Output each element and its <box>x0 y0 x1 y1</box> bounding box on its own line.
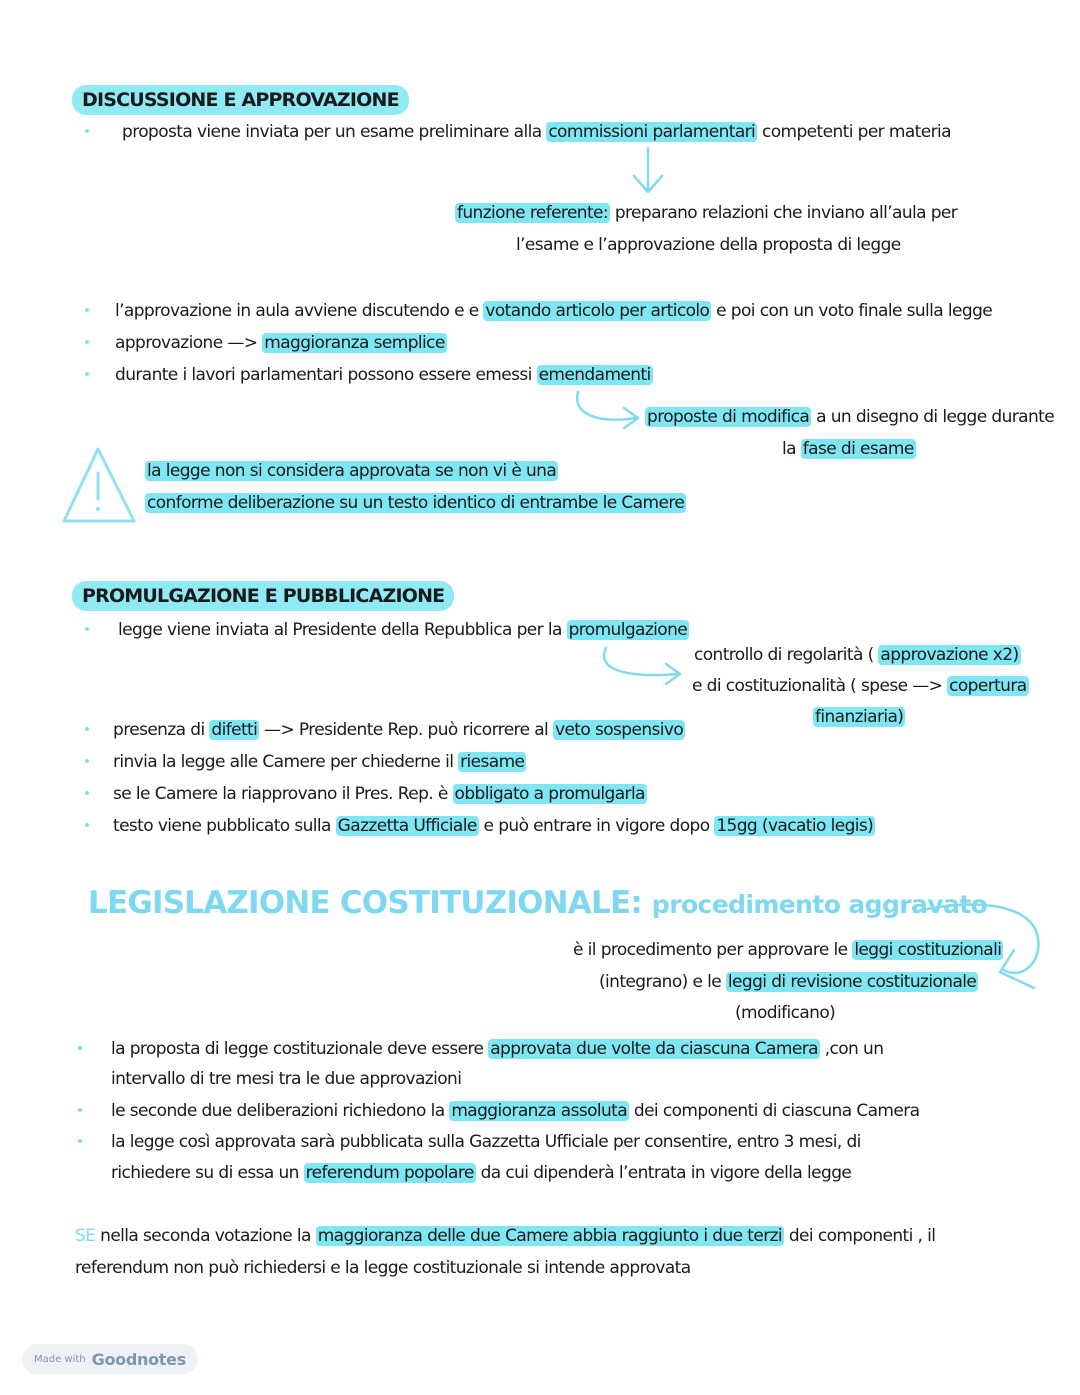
text-line: proposta viene inviata per un esame preliminare alla commissioni parlamentari competenti per materia <box>122 122 951 142</box>
text-line: richiedere su di essa un referendum popolare da cui dipenderà l’entrata in vigore della legge <box>111 1163 852 1183</box>
section-title-legislazione: LEGISLAZIONE COSTITUZIONALE: procedimento aggravato <box>88 885 988 921</box>
text-line: le seconde due deliberazioni richiedono la maggioranza assoluta dei componenti di ciascuna Camera <box>111 1101 920 1121</box>
text-line: intervallo di tre mesi tra le due approvazioni <box>111 1069 462 1089</box>
highlight: maggioranza semplice <box>264 333 445 353</box>
highlight: finanziaria) <box>815 707 904 727</box>
text-line: durante i lavori parlamentari possono essere emessi emendamenti <box>115 365 651 385</box>
highlight: obbligato a promulgarla <box>454 784 645 804</box>
text-line: legge viene inviata al Presidente della Repubblica per la promulgazione <box>118 620 688 640</box>
text-line: testo viene pubblicato sulla Gazzetta Ufficiale e può entrare in vigore dopo 15gg (vacatio legis) <box>113 816 874 836</box>
highlight: leggi costituzionali <box>854 940 1002 960</box>
curved-arrow-icon <box>596 644 686 690</box>
text-line: l’approvazione in aula avviene discutendo e e votando articolo per articolo e poi con un voto finale sulla legge <box>115 301 993 321</box>
highlight: leggi di revisione costituzionale <box>727 972 977 992</box>
text-line: se le Camere la riapprovano il Pres. Rep. è obbligato a promulgarla <box>113 784 645 804</box>
goodnotes-badge <box>22 1344 198 1374</box>
made-with-label: Made with <box>34 1353 86 1365</box>
brand-logo: Goodnotes <box>91 1349 186 1369</box>
bullet <box>85 340 89 344</box>
warning-icon <box>60 445 140 527</box>
text-line <box>813 705 905 729</box>
bullet <box>85 823 89 827</box>
bullet <box>85 759 89 763</box>
text-line: e di costituzionalità ( spese —> copertura <box>692 676 1027 696</box>
text-line: controllo di regolarità ( approvazione x2) <box>694 645 1019 665</box>
highlight: promulgazione <box>568 620 688 640</box>
text-line: SE nella seconda votazione la maggioranza delle due Camere abbia raggiunto i due terzi dei componenti , il <box>75 1226 936 1246</box>
highlight: emendamenti <box>538 365 651 385</box>
text-line: proposte di modifica a un disegno di legge durante <box>647 407 1055 427</box>
highlight: copertura <box>949 676 1027 696</box>
text-line: l’esame e l’approvazione della proposta di legge <box>516 235 901 255</box>
text-line: rinvia la legge alle Camere per chiederne il riesame <box>113 752 525 772</box>
highlight: maggioranza assoluta <box>451 1101 628 1121</box>
highlight: 15gg (vacatio legis) <box>716 816 874 836</box>
bullet <box>85 727 89 731</box>
text-line: la legge così approvata sarà pubblicata sulla Gazzetta Ufficiale per consentire, entro 3 mesi, di <box>111 1132 861 1152</box>
bullet <box>78 1139 82 1143</box>
text-line: referendum non può richiedersi e la legge costituzionale si intende approvata <box>75 1258 691 1278</box>
text-line: presenza di difetti —> Presidente Rep. può ricorrere al veto sospensivo <box>113 720 684 740</box>
down-arrow-icon <box>626 146 670 196</box>
curved-arrow-icon <box>570 388 650 436</box>
highlight: riesame <box>460 752 525 772</box>
highlight: maggioranza delle due Camere abbia raggiunto i due terzi <box>317 1226 783 1246</box>
highlight: la legge non si considera approvata se non vi è una <box>147 461 557 481</box>
highlight: commissioni parlamentari <box>548 122 756 142</box>
section-subtitle: procedimento aggravato <box>651 890 988 919</box>
highlight: fase di esame <box>802 439 914 459</box>
highlight: votando articolo per articolo <box>485 301 710 321</box>
section-heading-discussione: DISCUSSIONE E APPROVAZIONE <box>72 85 409 115</box>
se-label: SE <box>75 1226 96 1246</box>
highlight: veto sospensivo <box>554 720 684 740</box>
warning-text <box>145 491 686 515</box>
bullet <box>85 308 89 312</box>
text-line: (integrano) e le leggi di revisione costituzionale <box>599 972 977 992</box>
highlight: difetti <box>211 720 258 740</box>
warning-text <box>145 459 558 483</box>
highlight: conforme deliberazione su un testo identico di entrambe le Camere <box>147 493 685 513</box>
text-line: approvazione —> maggioranza semplice <box>115 333 445 353</box>
highlight: referendum popolare <box>305 1163 474 1183</box>
bullet <box>78 1108 82 1112</box>
text-line: funzione referente: preparano relazioni che inviano all’aula per <box>457 203 958 223</box>
highlight: approvata due volte da ciascuna Camera <box>490 1039 818 1059</box>
highlight: proposte di modifica <box>647 407 810 427</box>
bullet <box>85 791 89 795</box>
highlight: Gazzetta Ufficiale <box>337 816 477 836</box>
bullet <box>78 1046 82 1050</box>
highlight: funzione referente: <box>457 203 609 223</box>
text-line: (modificano) <box>735 1003 836 1023</box>
bullet <box>85 129 89 133</box>
highlight: approvazione x2) <box>880 645 1019 665</box>
section-heading-promulgazione: PROMULGAZIONE E PUBBLICAZIONE <box>72 581 454 611</box>
bullet <box>85 627 89 631</box>
text-line: la proposta di legge costituzionale deve essere approvata due volte da ciascuna Camera ,con un <box>111 1039 884 1059</box>
bullet <box>85 372 89 376</box>
text-line: è il procedimento per approvare le leggi costituzionali <box>573 940 1002 960</box>
text-line: la fase di esame <box>782 439 914 459</box>
